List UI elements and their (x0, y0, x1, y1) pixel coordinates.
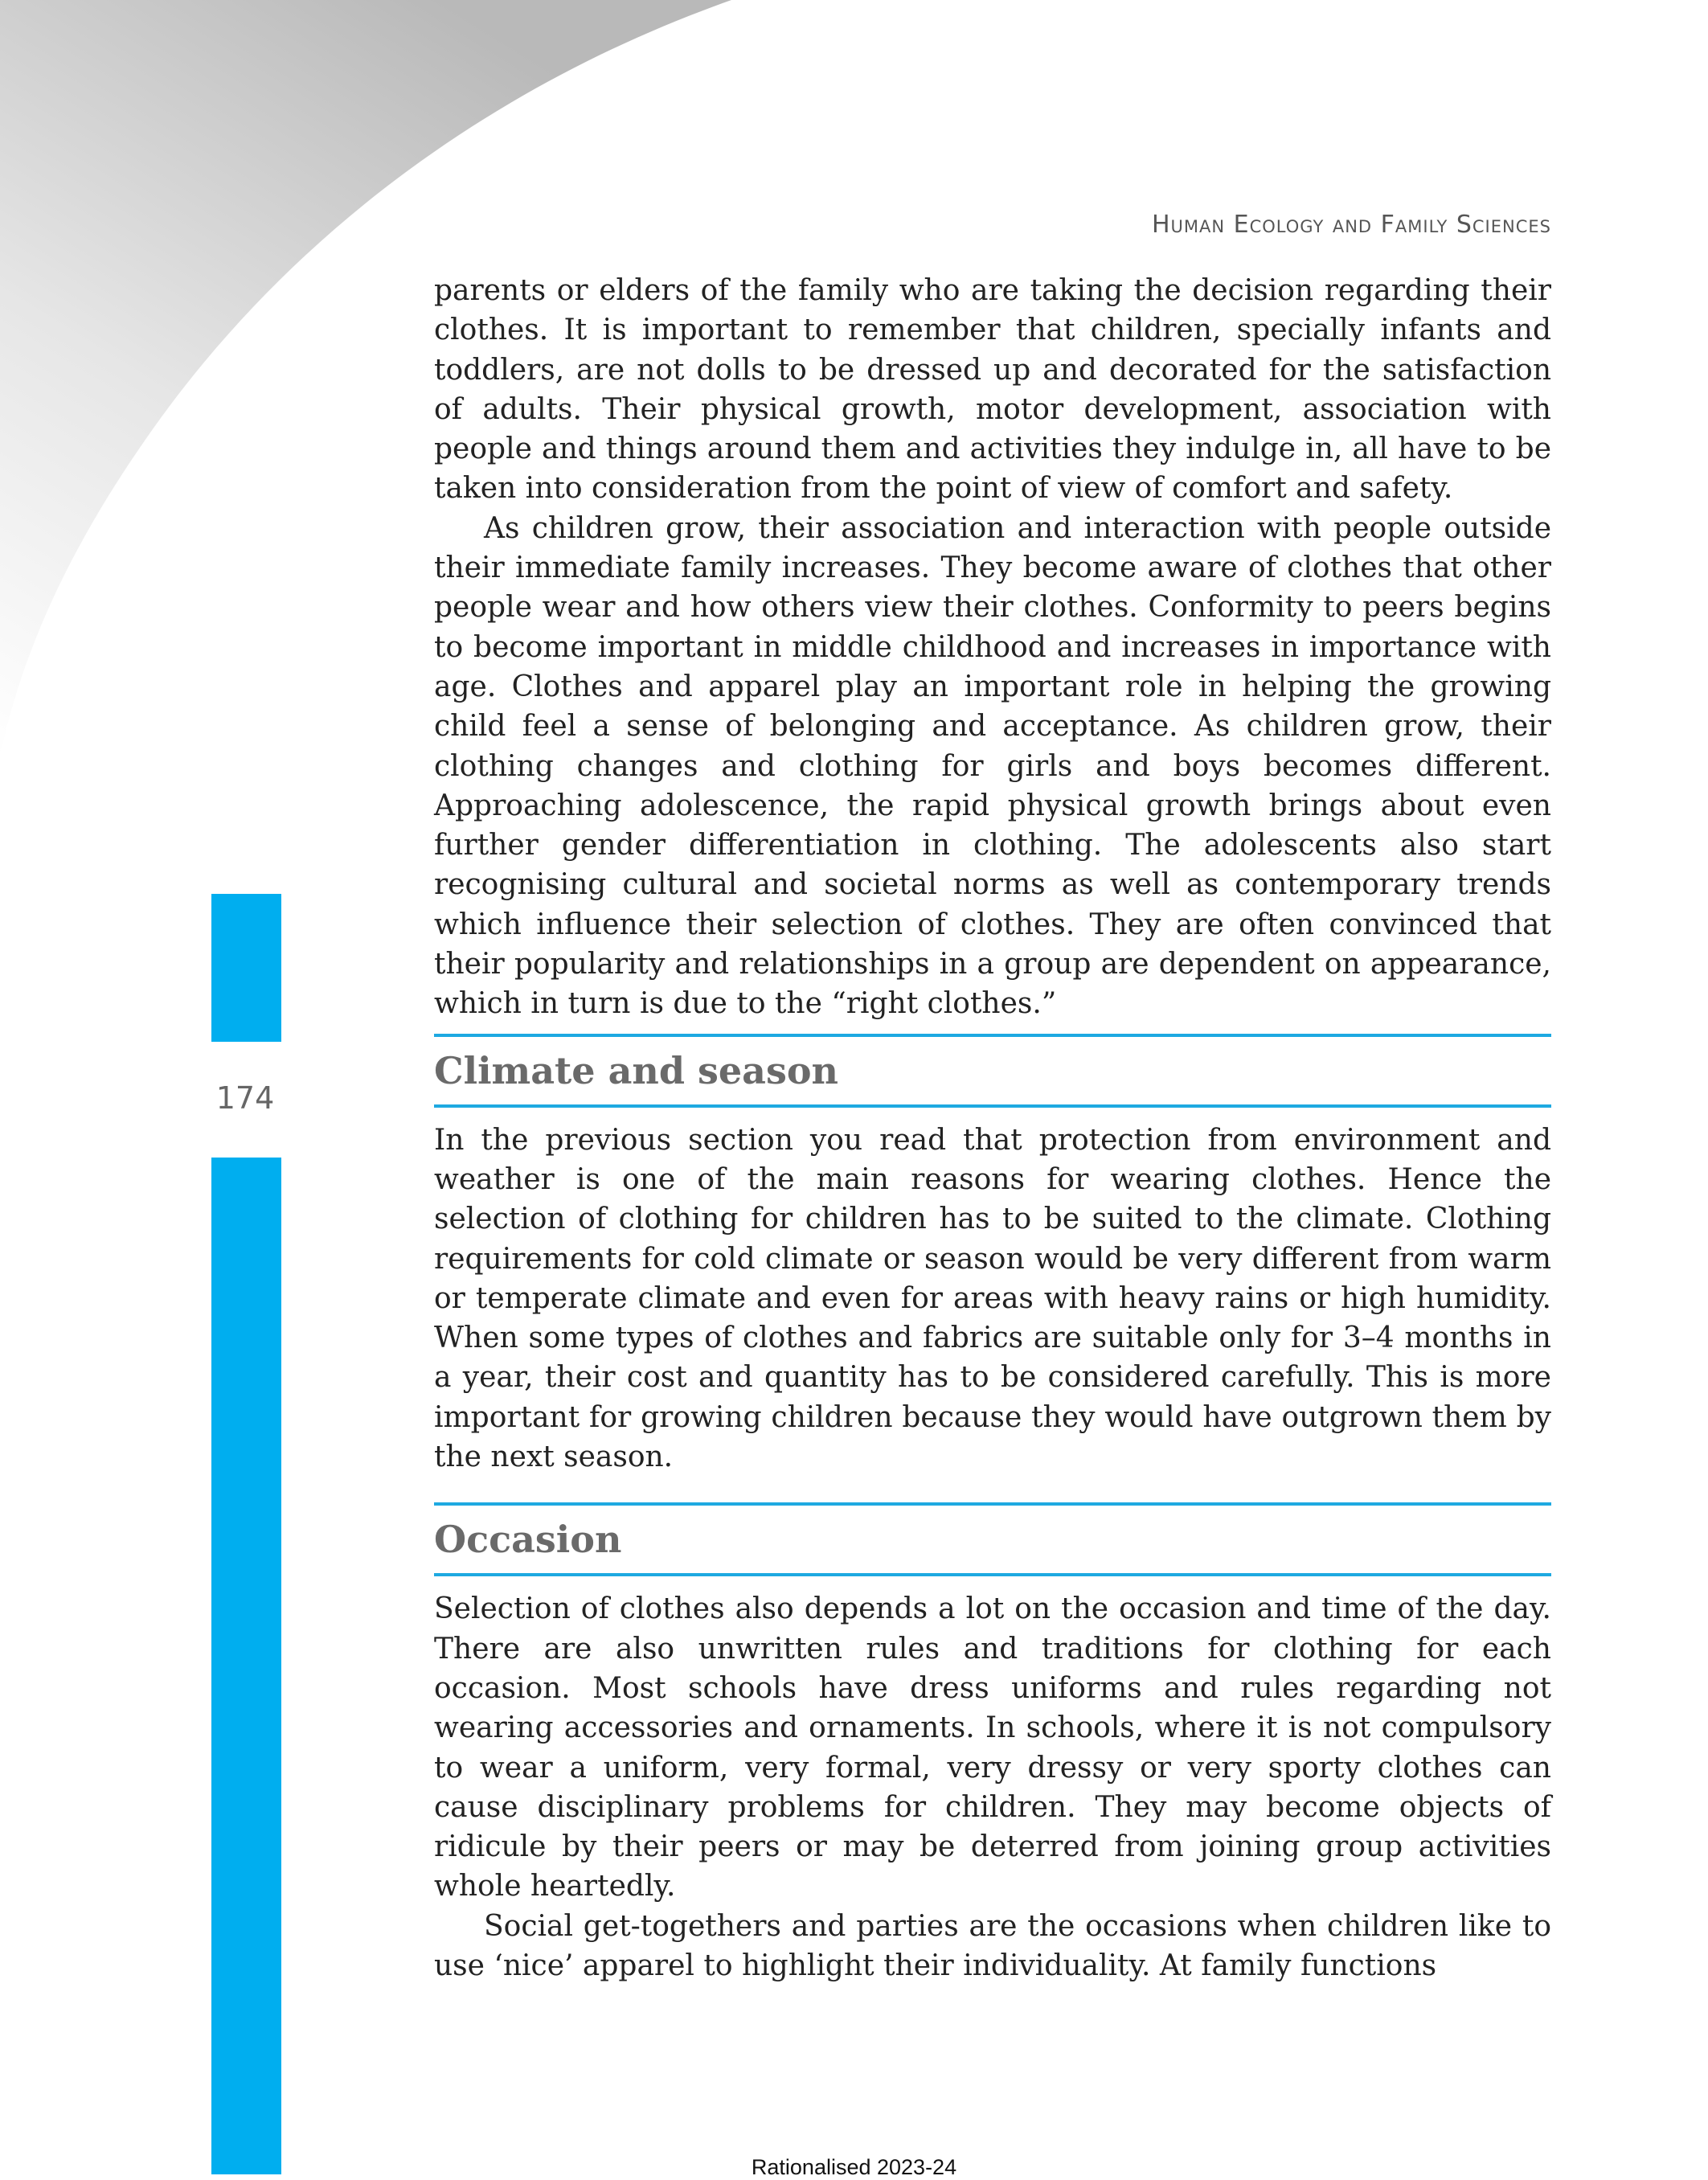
section-heading-climate: Climate and season (434, 1034, 1551, 1108)
paragraph-climate: In the previous section you read that protection from environment and weather is one of the main reasons for wearing clothes. Hence the selection of clothing for children has to be suited to the climate. Clothing requirements for cold climate or season would be very different from warm or temperate climate and even for areas with heavy rains or high humidity. When some types of clothes and fabrics are suitable only for 3–4 months in a year, their cost and quantity has to be considered carefully. This is more important for growing children because they would have outgrown them by the next season. (434, 1123, 1551, 1474)
side-color-bar-top (211, 894, 281, 1042)
paragraph-occasion-1: Selection of clothes also depends a lot on the occasion and time of the day. There are also unwritten rules and traditions for clothing for each occasion. Most schools have dress uniforms and rules regarding not wearing accessories and ornaments. In schools, where it is not compulsory to wear a uniform, very formal, very dressy or very sporty clothes can cause disciplinary problems for children. They may become objects of ridicule by their peers or may be deterred from joining group activities whole heartedly. (434, 1592, 1551, 1903)
footer-rationalised: Rationalised 2023-24 (751, 2155, 957, 2179)
paragraph-intro-1: parents or elders of the family who are taking the decision regarding their clothes. It is important to remember that children, specially infants and toddlers, are not dolls to be dressed up and decorated for the satisfaction of adults. Their physical growth, motor development, association with people and things around them and activities they indulge in, all have to be taken into consideration from the point of view of comfort and safety. (434, 274, 1551, 506)
main-content (434, 271, 1551, 1985)
page-number: 174 (215, 1080, 275, 1116)
paragraph-occasion-2: Social get-togethers and parties are the occasions when children like to use ‘nice’ apparel to highlight their individuality. At family functions (434, 1909, 1551, 1982)
running-head: Human Ecology and Family Sciences (1151, 211, 1551, 239)
side-color-bar-bottom (211, 1158, 281, 2174)
paragraph-intro-2: As children grow, their association and interaction with people outside their immediate family increases. They become aware of clothes that other people wear and how others view their clothes. Conformity to peers begins to become important in middle childhood and increases in importance with age. Clothes and apparel play an important role in helping the growing child feel a sense of belonging and acceptance. As children grow, their clothing changes and clothing for girls and boys becomes different. Approaching adolescence, the rapid physical growth brings about even further gender differentiation in clothing. The adolescents also start recognising cultural and societal norms as well as contemporary trends which influence their selection of clothes. They are often convinced that their popularity and relationships in a group are dependent on appearance, which in turn is due to the “right clothes.” (434, 511, 1551, 1021)
section-heading-occasion: Occasion (434, 1502, 1551, 1576)
